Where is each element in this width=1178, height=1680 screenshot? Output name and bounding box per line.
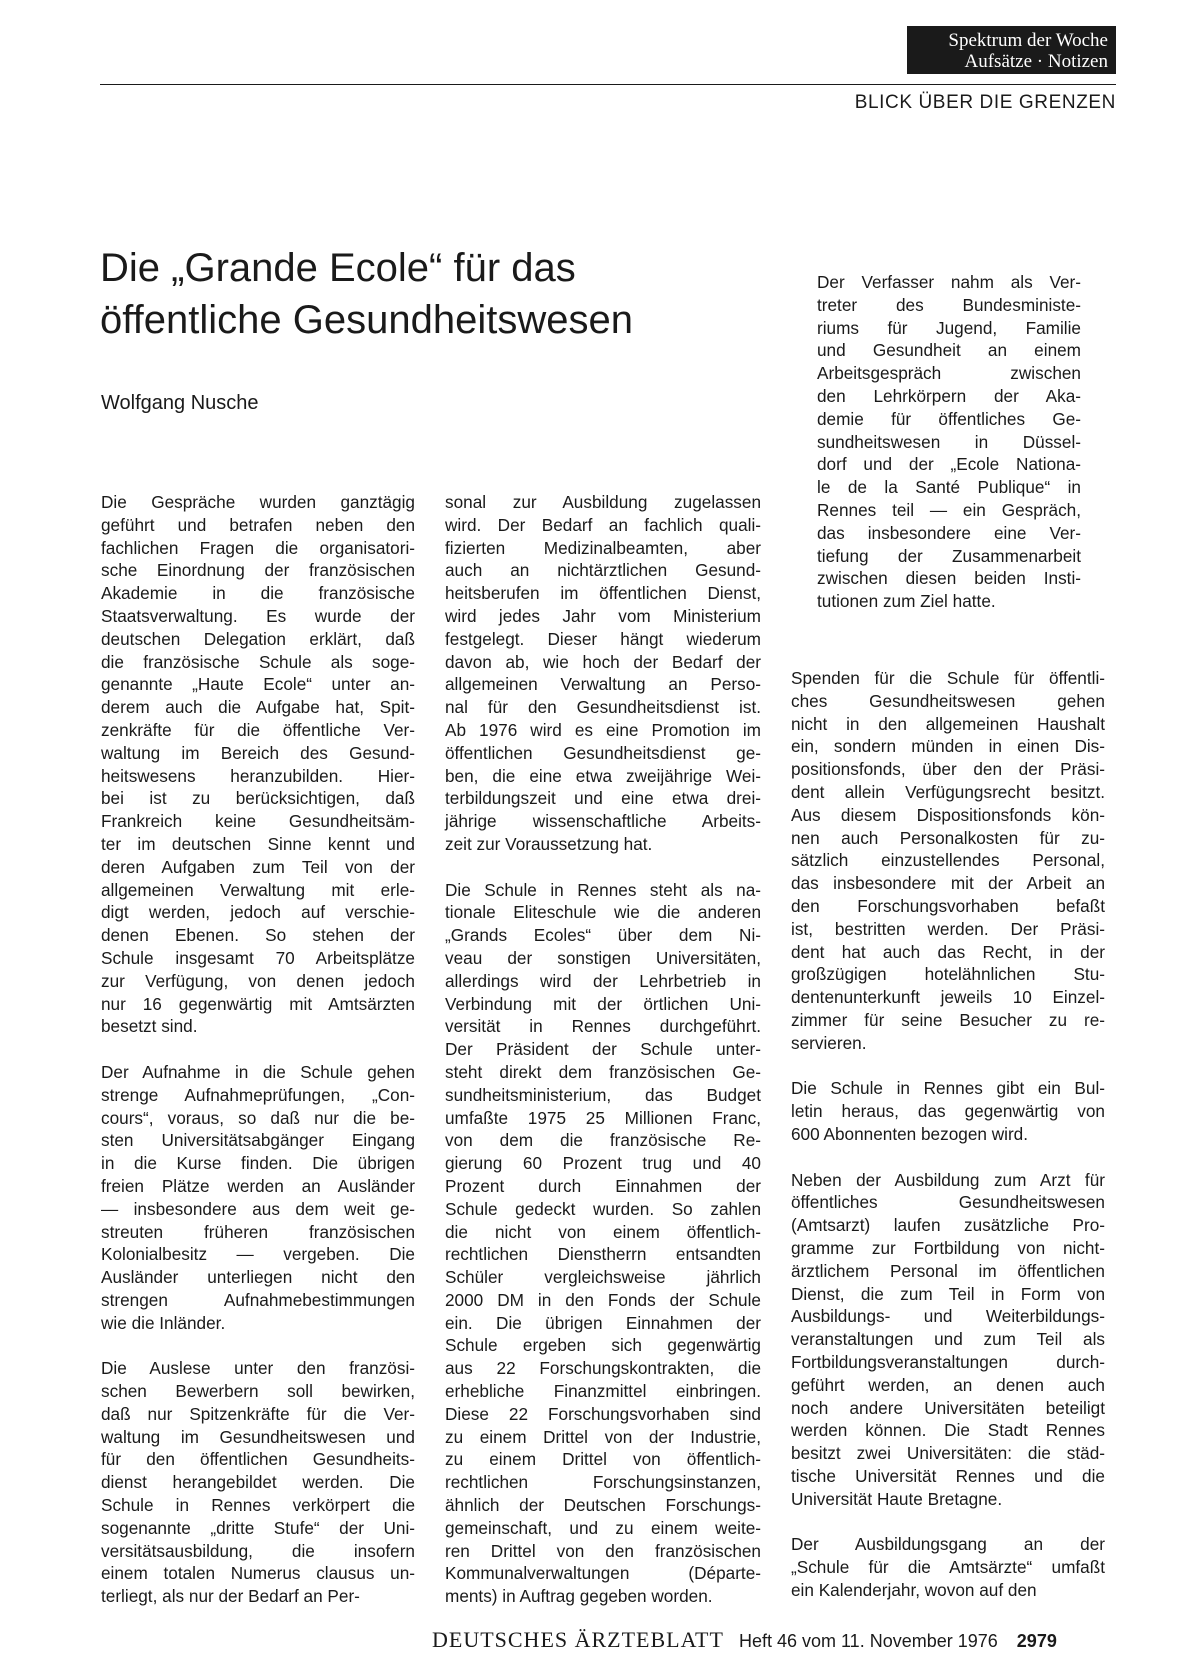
- text-line: werden können. Die Stadt Rennes: [791, 1420, 1105, 1441]
- paragraph: [101, 491, 415, 1038]
- text-line: daß nur Spitzenkräfte für die Ver-: [101, 1403, 415, 1424]
- text-line: nicht in den allgemeinen Haushalt: [791, 713, 1105, 734]
- text-line: Die Schule in Rennes gibt ein Bul-: [791, 1078, 1105, 1099]
- text-line: Ab 1976 wird es eine Promotion im: [445, 719, 761, 740]
- text-line: aus 22 Forschungskontrakten, die: [445, 1358, 761, 1379]
- text-line: „Grands Ecoles“ über dem Ni-: [445, 925, 761, 946]
- text-line: ärztlichem Personal im öffentlichen: [791, 1260, 1105, 1281]
- text-line: erhebliche Finanzmittel einbringen.: [445, 1381, 761, 1402]
- text-line: sche Einordnung der französischen: [101, 560, 415, 581]
- text-line: Die Schule in Rennes steht als na-: [445, 879, 761, 900]
- text-line: tische Universität Rennes und die: [791, 1465, 1105, 1486]
- badge-line-1: Spektrum der Woche: [948, 30, 1108, 51]
- text-line: allgemeinen Verwaltung mit erle-: [101, 879, 415, 900]
- text-line: Aus diesem Dispositionsfonds kön-: [791, 804, 1105, 825]
- text-line: deutschen Delegation erklärt, daß: [101, 628, 415, 649]
- text-line: auch an nichtärztlichen Gesund-: [445, 560, 761, 581]
- text-line: dentenunterkunft jeweils 10 Einzel-: [791, 987, 1105, 1008]
- text-line: zimmer für seine Besucher zu re-: [791, 1009, 1105, 1030]
- title-line-2: öffentliche Gesundheitswesen: [100, 298, 633, 342]
- text-line: allgemeinen Verwaltung an Perso-: [445, 674, 761, 695]
- text-line: Ausländer unterliegen nicht den: [101, 1267, 415, 1288]
- text-column-1: [101, 491, 415, 1631]
- text-line: „Schule für die Amtsärzte“ umfaßt: [791, 1557, 1105, 1578]
- text-line: ter im deutschen Sinne kennt und: [101, 833, 415, 854]
- text-line: Ausbildungs- und Weiterbildungs-: [791, 1306, 1105, 1327]
- text-line: tutionen zum Ziel hatte.: [817, 591, 996, 612]
- text-line: ches Gesundheitswesen gehen: [791, 690, 1105, 711]
- paragraph: [791, 667, 1105, 1055]
- text-line: nal für den Gesundheitsdienst ist.: [445, 697, 761, 718]
- text-line: noch andere Universitäten beteiligt: [791, 1397, 1105, 1418]
- text-line: dorf und der „Ecole Nationa-: [817, 454, 1081, 475]
- text-line: nur 16 gegenwärtig mit Amtsärzten: [101, 993, 415, 1014]
- text-line: Schule gedeckt wurden. So zahlen: [445, 1198, 761, 1219]
- text-line: Spenden für die Schule für öffentli-: [791, 668, 1105, 688]
- text-line: denen Ebenen. So stehen der: [101, 925, 415, 946]
- text-line: Die Auslese unter den französi-: [101, 1358, 415, 1379]
- text-line: besetzt sind.: [101, 1016, 198, 1037]
- text-line: positionsfonds, über den der Präsi-: [791, 759, 1105, 780]
- text-line: strengen Aufnahmebestimmungen: [101, 1289, 415, 1310]
- category-badge: [907, 26, 1116, 74]
- text-line: in die Kurse finden. Die übrigen: [101, 1153, 415, 1174]
- text-line: ben, die eine etwa zweijährige Wei-: [445, 765, 761, 786]
- text-line: heitswesens heranzubilden. Hier-: [101, 765, 415, 786]
- text-line: wird. Der Bedarf an fachlich quali-: [445, 514, 761, 535]
- text-line: Frankreich keine Gesundheitsäm-: [101, 811, 415, 832]
- text-line: Kommunalverwaltungen (Départe-: [445, 1563, 761, 1584]
- text-line: ein. Die übrigen Einnahmen der: [445, 1312, 761, 1333]
- title-line-1: Die „Grande Ecole“ für das: [100, 246, 576, 290]
- text-line: letin heraus, das gegenwärtig von: [791, 1101, 1105, 1122]
- text-line: Schüler vergleichsweise jährlich: [445, 1267, 761, 1288]
- text-line: Prozent durch Einnahmen der: [445, 1175, 761, 1196]
- text-line: sundheitsministerium, das Budget: [445, 1084, 761, 1105]
- paragraph: [101, 1061, 415, 1335]
- text-line: sundheitswesen in Düssel-: [817, 431, 1081, 452]
- article-title: [100, 242, 760, 346]
- text-line: ein, sondern münden in einen Dis-: [791, 736, 1105, 757]
- text-line: Der Aufnahme in die Schule gehen: [101, 1061, 415, 1082]
- text-line: den Lehrkörpern der Aka-: [817, 385, 1081, 406]
- text-line: besitzt zwei Universitäten: die städ-: [791, 1443, 1105, 1464]
- text-line: davon ab, wie hoch der Bedarf der: [445, 651, 761, 672]
- paragraph: [791, 1169, 1105, 1511]
- text-line: steht direkt dem französischen Ge-: [445, 1061, 761, 1082]
- text-line: wie die Inländer.: [101, 1312, 226, 1333]
- text-line: von dem die französische Re-: [445, 1130, 761, 1151]
- paragraph: [791, 1533, 1105, 1601]
- text-line: sogenannte „dritte Stufe“ der Uni-: [101, 1517, 415, 1538]
- text-line: Dienst, die zum Teil in Form von: [791, 1283, 1105, 1304]
- paragraph: [445, 491, 761, 856]
- text-line: zwischen diesen beiden Insti-: [817, 568, 1081, 589]
- text-line: großzügigen hotelähnlichen Stu-: [791, 964, 1105, 985]
- text-line: einem totalen Numerus clausus un-: [101, 1563, 415, 1584]
- text-line: Neben der Ausbildung zum Arzt für: [791, 1169, 1105, 1190]
- text-line: Diese 22 Forschungsvorhaben sind: [445, 1403, 761, 1424]
- text-line: strenge Aufnahmeprüfungen, „Con-: [101, 1084, 415, 1105]
- text-line: veranstaltungen und zum Teil als: [791, 1329, 1105, 1350]
- text-line: schen Bewerbern soll bewirken,: [101, 1381, 415, 1402]
- text-line: ähnlich der Deutschen Forschungs-: [445, 1495, 761, 1516]
- text-line: bei ist zu berücksichtigen, daß: [101, 788, 415, 809]
- text-line: Die Gespräche wurden ganztägig: [101, 492, 415, 512]
- text-line: das insbesondere mit der Arbeit an: [791, 873, 1105, 894]
- text-line: gierung 60 Prozent trug und 40: [445, 1153, 761, 1174]
- text-line: Der Präsident der Schule unter-: [445, 1039, 761, 1060]
- text-line: gramme zur Fortbildung von nicht-: [791, 1237, 1105, 1258]
- text-line: dent allein Verfügungsrecht besitzt.: [791, 781, 1105, 802]
- text-line: geführt werden, an denen auch: [791, 1374, 1105, 1395]
- text-line: rechtlichen Forschungsinstanzen,: [445, 1472, 761, 1493]
- text-line: allerdings wird der Lehrbetrieb in: [445, 970, 761, 991]
- text-line: und Gesundheit an einem: [817, 340, 1081, 361]
- journal-masthead: DEUTSCHES ÄRZTEBLATT: [432, 1627, 724, 1652]
- text-line: den Forschungsvorhaben befaßt: [791, 895, 1105, 916]
- text-line: freien Plätze werden an Ausländer: [101, 1175, 415, 1196]
- text-line: rechtlichen Dienstherrn entsandten: [445, 1244, 761, 1265]
- text-line: Arbeitsgespräch zwischen: [817, 363, 1081, 384]
- text-line: nen auch Personalkosten für zu-: [791, 827, 1105, 848]
- section-heading: BLICK ÜBER DIE GRENZEN: [854, 92, 1116, 113]
- text-line: geführt und betrafen neben den: [101, 514, 415, 535]
- text-line: waltung im Bereich des Gesund-: [101, 742, 415, 763]
- text-line: veau der sonstigen Universitäten,: [445, 947, 761, 968]
- text-line: 2000 DM in den Fonds der Schule: [445, 1289, 761, 1310]
- text-column-2: [445, 491, 761, 1631]
- text-line: Rennes teil — ein Gespräch,: [817, 499, 1081, 520]
- text-line: ein Kalenderjahr, wovon auf den: [791, 1579, 1037, 1600]
- text-line: zur Verfügung, von denen jedoch: [101, 970, 415, 991]
- text-line: cours“, voraus, so daß nur die be-: [101, 1107, 415, 1128]
- text-line: demie für öffentliches Ge-: [817, 408, 1081, 429]
- text-line: versitätsausbildung, die insofern: [101, 1540, 415, 1561]
- text-line: ist, bestritten werden. Der Präsi-: [791, 918, 1105, 939]
- text-line: Kolonialbesitz — vergeben. Die: [101, 1244, 415, 1265]
- text-line: wird jedes Jahr vom Ministerium: [445, 605, 761, 626]
- text-line: gemeinschaft, und zu einem weite-: [445, 1517, 761, 1538]
- text-line: heitsberufen im öffentlichen Dienst,: [445, 583, 761, 604]
- text-line: Fortbildungsveranstaltungen durch-: [791, 1351, 1105, 1372]
- text-line: öffentliches Gesundheitswesen: [791, 1192, 1105, 1213]
- page-footer: [432, 1627, 1057, 1653]
- text-line: Der Verfasser nahm als Ver-: [817, 272, 1081, 292]
- text-line: die nicht von einem öffentlich-: [445, 1221, 761, 1242]
- text-line: ren Drittel von den französischen: [445, 1540, 761, 1561]
- text-line: Der Ausbildungsgang an der: [791, 1534, 1105, 1555]
- text-line: fizierten Medizinalbeamten, aber: [445, 537, 761, 558]
- text-line: Schule in Rennes verkörpert die: [101, 1495, 415, 1516]
- text-line: sätzlich einzustellendes Personal,: [791, 850, 1105, 871]
- paragraph: [791, 1077, 1105, 1145]
- text-line: streuten früheren französischen: [101, 1221, 415, 1242]
- text-line: umfaßte 1975 25 Millionen Franc,: [445, 1107, 761, 1128]
- text-line: jährige wissenschaftliche Arbeits-: [445, 811, 761, 832]
- text-line: für den öffentlichen Gesundheits-: [101, 1449, 415, 1470]
- text-line: dent hat auch das Recht, in der: [791, 941, 1105, 962]
- paragraph: [101, 1357, 415, 1608]
- text-line: fachlichen Fragen die organisatori-: [101, 537, 415, 558]
- header-rule: [100, 84, 1116, 85]
- text-line: tiefung der Zusammenarbeit: [817, 545, 1081, 566]
- text-line: das insbesondere eine Ver-: [817, 522, 1081, 543]
- text-line: waltung im Gesundheitswesen und: [101, 1426, 415, 1447]
- text-line: deren Aufgaben zum Teil von der: [101, 856, 415, 877]
- text-line: zu einem Drittel von der Industrie,: [445, 1426, 761, 1447]
- text-line: Akademie in die französische: [101, 583, 415, 604]
- paragraph: [445, 879, 761, 1609]
- text-line: ments) in Auftrag gegeben worden.: [445, 1586, 713, 1607]
- text-line: terbildungszeit und eine etwa drei-: [445, 788, 761, 809]
- text-line: (Amtsarzt) laufen zusätzliche Pro-: [791, 1215, 1105, 1236]
- author-note-box: [817, 271, 1081, 613]
- text-line: Verbindung mit der örtlichen Uni-: [445, 993, 761, 1014]
- text-line: zenkräfte für die öffentliche Ver-: [101, 719, 415, 740]
- text-line: derem auch die Aufgabe hat, Spit-: [101, 697, 415, 718]
- text-line: riums für Jugend, Familie: [817, 317, 1081, 338]
- text-column-3: [791, 667, 1105, 1624]
- text-line: treter des Bundesministe-: [817, 294, 1081, 315]
- text-line: le de la Santé Publique“ in: [817, 477, 1081, 498]
- text-line: digt werden, jedoch auf verschie-: [101, 902, 415, 923]
- text-line: servieren.: [791, 1032, 867, 1053]
- text-line: terliegt, als nur der Bedarf an Per-: [101, 1586, 360, 1607]
- badge-line-2: Aufsätze · Notizen: [964, 51, 1108, 72]
- text-line: Schule ergeben sich gegenwärtig: [445, 1335, 761, 1356]
- text-line: genannte „Haute Ecole“ unter an-: [101, 674, 415, 695]
- issue-info: Heft 46 vom 11. November 1976: [738, 1631, 998, 1651]
- text-line: tionale Eliteschule wie die anderen: [445, 902, 761, 923]
- article-author: Wolfgang Nusche: [101, 392, 259, 414]
- text-line: dienst herangebildet werden. Die: [101, 1472, 415, 1493]
- text-line: öffentlichen Gesundheitsdienst ge-: [445, 742, 761, 763]
- text-line: Schule insgesamt 70 Arbeitsplätze: [101, 947, 415, 968]
- text-line: — insbesondere aus dem weit ge-: [101, 1198, 415, 1219]
- text-line: versität in Rennes durchgeführt.: [445, 1016, 761, 1037]
- page-number: 2979: [1016, 1631, 1057, 1651]
- text-line: zu einem Drittel von öffentlich-: [445, 1449, 761, 1470]
- text-line: sonal zur Ausbildung zugelassen: [445, 492, 761, 512]
- text-line: die französische Schule als soge-: [101, 651, 415, 672]
- text-line: festgelegt. Dieser hängt wiederum: [445, 628, 761, 649]
- text-line: Staatsverwaltung. Es wurde der: [101, 605, 415, 626]
- text-line: zeit zur Voraussetzung hat.: [445, 833, 653, 854]
- text-line: Universität Haute Bretagne.: [791, 1488, 1003, 1509]
- text-line: sten Universitätsabgänger Eingang: [101, 1130, 415, 1151]
- text-line: 600 Abonnenten bezogen wird.: [791, 1123, 1028, 1144]
